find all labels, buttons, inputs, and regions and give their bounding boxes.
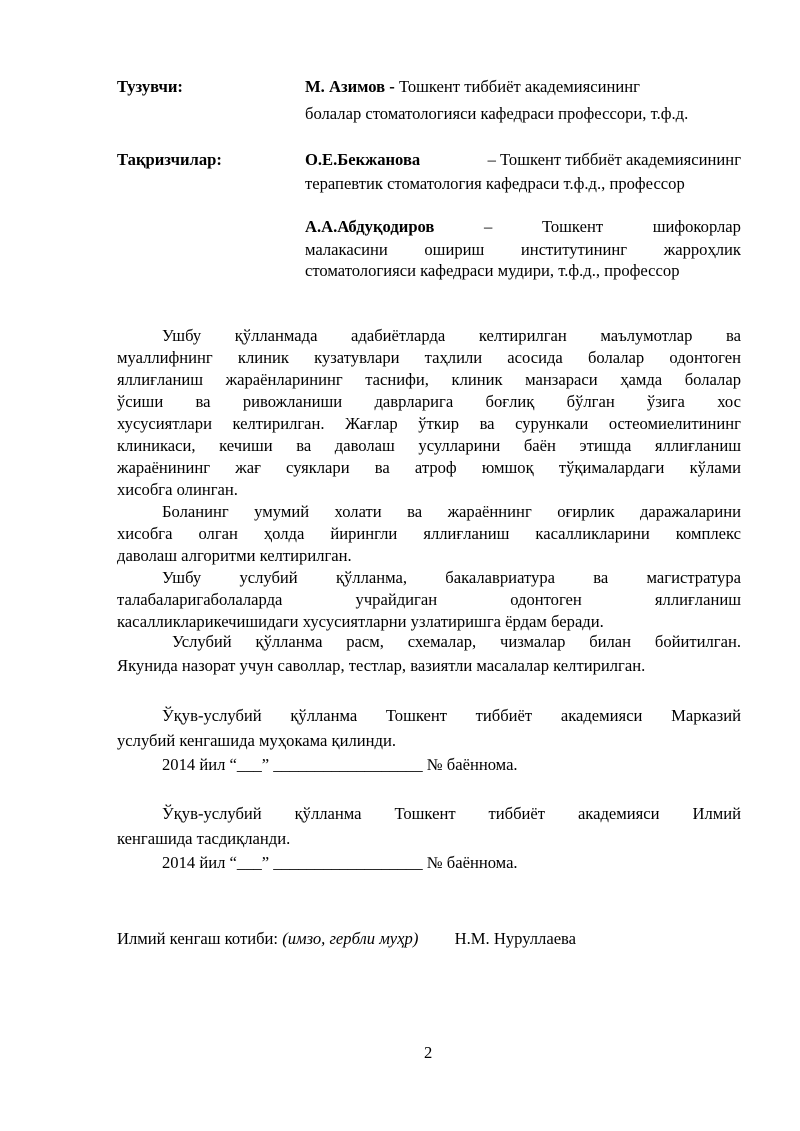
abstract-p1-line-6: клиникаси, кечиши ва даволаш усулларини баён этишда яллиғланиш — [117, 436, 741, 455]
abstract-p1-line-5: хусусиятлари келтирилган. Жағлар ўткир ва сурункали остеомиелитининг — [117, 414, 741, 433]
abstract-p1-line-1: Ушбу қўлланмада адабиётларда келтирилган маълумотлар ва — [162, 326, 741, 345]
compiler-affiliation: Тошкент тиббиёт академиясининг — [398, 77, 640, 96]
reviewer-2-word-2: шифокорлар — [652, 217, 741, 236]
reviewer-1-name: О.Е.Бекжанова — [305, 150, 421, 169]
secretary-name: Н.М. Нуруллаева — [454, 929, 577, 948]
abstract-p4-line-2: Якунида назорат учун саволлар, тестлар, вазиятли масалалар келтирилган. — [117, 656, 646, 675]
reviewer-2-name: А.А.Абдуқодиров — [305, 217, 435, 236]
reviewer-2-line-2: малакасини ошириш институтининг жарроҳлик — [305, 240, 741, 259]
reviewer-2-dash: – — [484, 217, 493, 236]
abstract-p1-line-7: жараёнининг жағ суяклари ва атроф юмшоқ тўқималардаги кўлами — [117, 458, 741, 477]
abstract-p3-line-2: талабаларигаболаларда учрайдиган одонтоген яллиғланиш — [117, 590, 741, 609]
secretary-note: (имзо, гербли муҳр) — [282, 929, 419, 948]
reviewers-label: Тақризчилар: — [117, 150, 222, 169]
approval-1-line-2: услубий кенгашида муҳокама қилинди. — [117, 731, 396, 750]
compiler-line-1 — [305, 77, 640, 97]
secretary-label: Илмий кенгаш котиби: — [117, 929, 279, 948]
page-number: 2 — [424, 1043, 433, 1062]
abstract-p4-line-1: Услубий қўлланма расм, схемалар, чизмалар билан бойитилган. — [172, 632, 741, 651]
approval-2-protocol: 2014 йил “___” __________________ № баённома. — [162, 853, 518, 872]
approval-2-line-2: кенгашида тасдиқланди. — [117, 829, 291, 848]
reviewer-2-line-3: стоматологияси кафедраси мудири, т.ф.д., профессор — [305, 261, 680, 280]
secretary-line — [117, 929, 576, 949]
reviewer-1-affiliation: – Тошкент тиббиёт академиясининг — [487, 150, 741, 169]
approval-2-line-1: Ўқув-услубий қўлланма Тошкент тиббиёт академияси Илмий — [162, 804, 741, 823]
compiler-label: Тузувчи: — [117, 77, 183, 96]
reviewer-1-line-2: терапевтик стоматология кафедраси т.ф.д., профессор — [305, 174, 685, 193]
approval-1-line-1: Ўқув-услубий қўлланма Тошкент тиббиёт академияси Марказий — [162, 706, 741, 725]
compiler-line-2: болалар стоматологияси кафедраси профессори, т.ф.д. — [305, 104, 689, 123]
abstract-p1-line-3: яллиғланиш жараёнларининг таснифи, клиник манзараси ҳамда болалар — [117, 370, 741, 389]
abstract-p3-line-1: Ушбу услубий қўлланма, бакалавриатура ва магистратура — [162, 568, 741, 587]
reviewer-2-word-1: Тошкент — [541, 217, 604, 236]
abstract-p1-line-4: ўсиши ва ривожланиши даврларига боғлиқ бўлган ўзига хос — [117, 392, 741, 411]
reviewer-2-line-1 — [305, 217, 741, 237]
abstract-p1-line-2: муаллифнинг клиник кузатувлари таҳлили асосида болалар одонтоген — [117, 348, 741, 367]
abstract-p3-line-3: касалликларикечишидаги хусусиятларни узлатиришга ёрдам беради. — [117, 612, 604, 631]
approval-1-protocol: 2014 йил “___” __________________ № баённома. — [162, 755, 518, 774]
abstract-p2-line-1: Боланинг умумий холати ва жараённинг оғирлик даражаларини — [162, 502, 741, 521]
abstract-p1-line-8: хисобга олинган. — [117, 480, 238, 499]
reviewer-1-line-1 — [305, 150, 741, 170]
abstract-p2-line-2: хисобга олган ҳолда йирингли яллиғланиш касалликларини комплекс — [117, 524, 741, 543]
compiler-name: М. Азимов - — [305, 77, 395, 96]
abstract-p2-line-3: даволаш алгоритми келтирилган. — [117, 546, 352, 565]
